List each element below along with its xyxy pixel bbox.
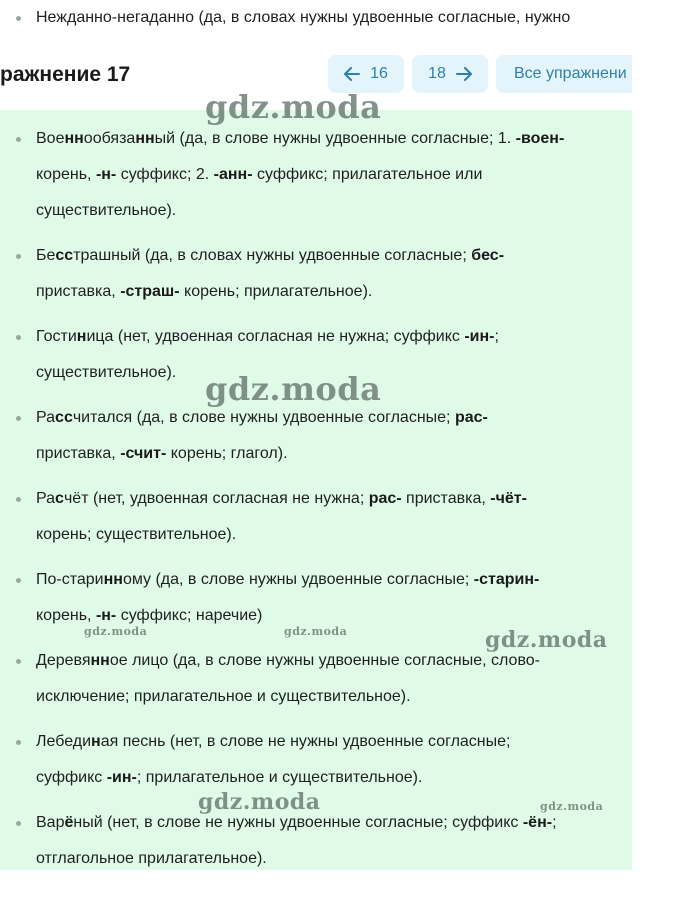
next-exercise-label: 18 (428, 65, 446, 82)
item-6-line-1: По-старинному (да, в слове нужны удвоенные согласные; -старин- (36, 571, 540, 588)
next-exercise-button[interactable] (412, 55, 488, 93)
item-7-line-2: исключение; прилагательное и существительное). (36, 688, 411, 705)
watermark: gdz.moda (485, 627, 608, 653)
item-9-line-2: отглагольное прилагательное). (36, 850, 267, 867)
item-3-line-1: Гостиница (нет, удвоенная согласная не нужна; суффикс -ин-; (36, 328, 499, 345)
item-1-line-2: корень, -н- суффикс; 2. -анн- суффикс; прилагательное или (36, 166, 483, 183)
item-9-line-1: Варёный (нет, в слове не нужны удвоенные согласные; суффикс -ён-; (36, 814, 557, 831)
item-7-line-1: Деревянное лицо (да, в слове нужны удвоенные согласные, слово- (36, 652, 540, 669)
item-8-line-2: суффикс -ин-; прилагательное и существительное). (36, 769, 423, 786)
bullet (16, 821, 21, 826)
item-2-line-2: приставка, -страш- корень; прилагательное). (36, 283, 373, 300)
bullet (16, 254, 21, 259)
bullet (16, 497, 21, 502)
item-2-line-1: Бесстрашный (да, в словах нужны удвоенные согласные; бес- (36, 247, 505, 264)
item-3-line-2: существительное). (36, 364, 177, 381)
list-item (0, 0, 680, 36)
page-title: ражнение 17 (0, 63, 131, 86)
prev-exercise-label: 16 (370, 65, 388, 82)
arrow-left-icon (344, 67, 360, 81)
watermark: gdz.moda (284, 625, 348, 638)
item-4-line-1: Рассчитался (да, в слове нужны удвоенные согласные; рас- (36, 409, 488, 426)
arrow-right-icon (456, 67, 472, 81)
watermark: gdz.moda (198, 789, 321, 815)
item-1-line-3: существительное). (36, 202, 177, 219)
item-6-line-2: корень, -н- суффикс; наречие) (36, 607, 263, 624)
watermark: gdz.moda (205, 88, 382, 126)
bullet (16, 137, 21, 142)
item-8-line-1: Лебединая песнь (нет, в слове не нужны удвоенные согласные; (36, 733, 511, 750)
item-5-line-1: Расчёт (нет, удвоенная согласная не нужна; рас- приставка, -чёт- (36, 490, 527, 507)
bullet (16, 740, 21, 745)
bullet (16, 416, 21, 421)
watermark: gdz.moda (205, 370, 382, 408)
watermark: gdz.moda (540, 800, 604, 813)
bullet (16, 16, 21, 21)
bullet (16, 335, 21, 340)
bullet (16, 659, 21, 664)
watermark: gdz.moda (84, 625, 148, 638)
bullet (16, 578, 21, 583)
item-1-line-1: Военнообязанный (да, в слове нужны удвоенные согласные; 1. -воен- (36, 130, 565, 147)
all-exercises-button[interactable] (496, 55, 632, 93)
all-exercises-label: Все упражнени (514, 65, 627, 82)
item-5-line-2: корень; существительное). (36, 526, 237, 543)
item-4-line-2: приставка, -счит- корень; глагол). (36, 445, 288, 462)
item-text: Нежданно-негаданно (да, в словах нужны удвоенные согласные, нужно (36, 9, 571, 26)
